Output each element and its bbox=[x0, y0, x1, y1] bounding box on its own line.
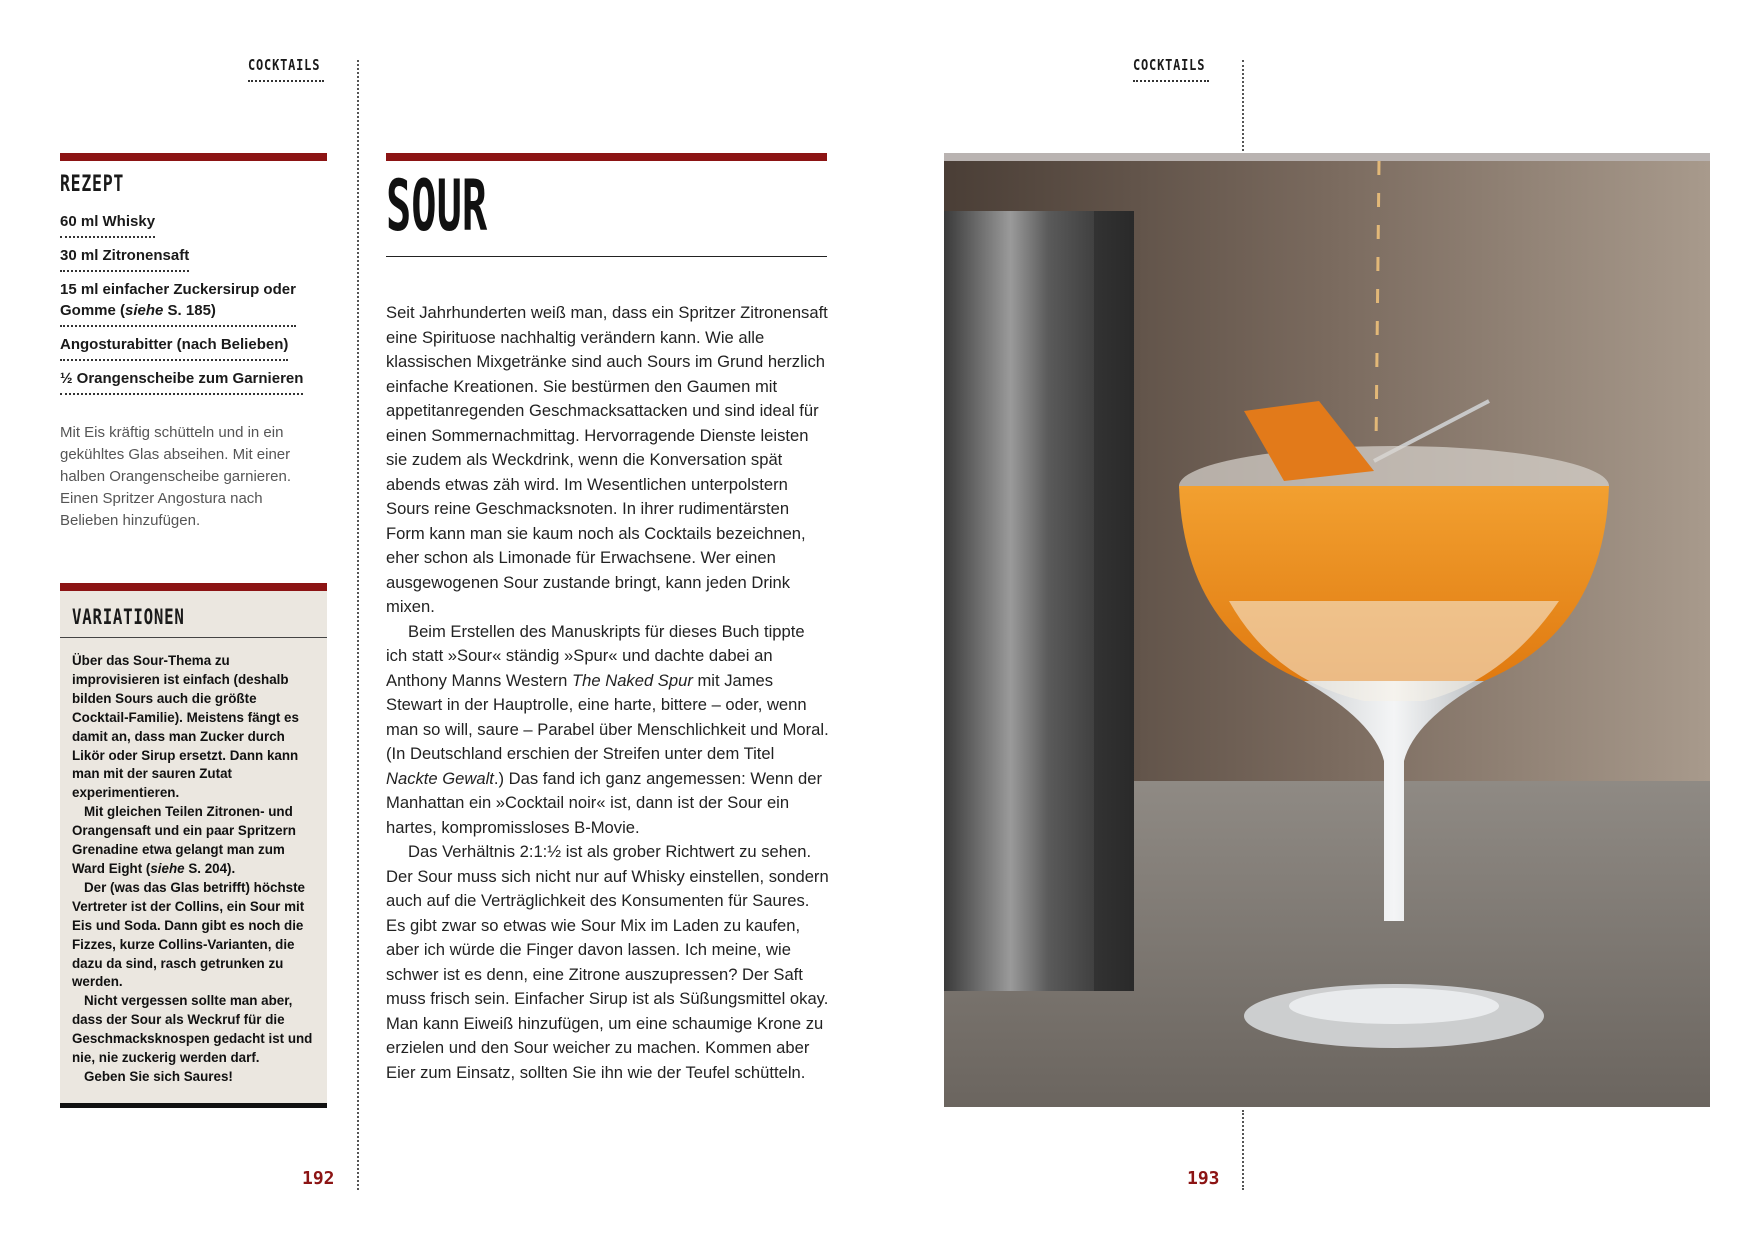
sour-cocktail-illustration bbox=[944, 161, 1710, 1107]
body-paragraph: Seit Jahrhunderten weiß man, dass ein Spritzer Zitronensaft eine Spirituose nachhaltig verändern kann. Wie alle klassischen Mixgetränke sind auch Sours im Grund herzlich einfache Kreationen. Sie bestürmen den Gaumen mit appetitanregenden Geschmacksattacken und sind ideal für einen Sommernachmittag. Hervorragende Dienste leisten sie zudem als Weckdrink, wenn die Konversation spät abends etwas zäh wird. Im Wesentlichen unterpolstern Sours reine Geschmacksnoten. In ihrer rudimentärsten Form kann man sie kaum noch als Cocktails bezeichnen, eher schon als Limonade für Erwachsene. Wer einen ausgewogenen Sour zustande bringt, kann jeden Drink mixen. bbox=[386, 303, 828, 616]
ingredient-list bbox=[60, 211, 330, 402]
ingredient-item: Angosturabitter (nach Belieben) bbox=[60, 334, 288, 361]
column-separator-right-bottom bbox=[1242, 1110, 1244, 1190]
ingredient-item: 60 ml Whisky bbox=[60, 211, 155, 238]
ingredient-item: 30 ml Zitronensaft bbox=[60, 245, 189, 272]
recipe-top-bar bbox=[60, 153, 327, 161]
variations-paragraph: Über das Sour-Thema zu improvisieren ist einfach (deshalb bilden Sours auch die größte Cocktail-Familie). Meistens fängt es damit an, dass man Zucker durch Likör oder Sirup ersetzt. Dann kann man mit der sauren Zutat experimentieren. bbox=[72, 653, 299, 801]
variations-top-bar bbox=[60, 583, 327, 591]
variations-heading: VARIATIONEN bbox=[72, 605, 185, 629]
variations-paragraph: Mit gleichen Teilen Zitronen- und Orangensaft und ein paar Spritzern Grenadine etwa gelangt man zum Ward Eight (siehe S. 204). bbox=[72, 804, 296, 876]
body-paragraph: Beim Erstellen des Manuskripts für dieses Buch tippte ich statt »Sour« ständig »Spur« und dachte dabei an Anthony Manns Western The Naked Spur mit James Stewart in der Hauptrolle, eine harte, bittere – oder, wenn man so will, saure – Parabel über Menschlichkeit und Moral. (In Deutschland erschien der Streifen unter dem Titel Nackte Gewalt.) Das fand ich ganz angemessen: Wenn der Manhattan ein »Cocktail noir« ist, dann ist der Sour ein hartes, kompromissloses B-Movie. bbox=[386, 621, 829, 837]
variations-paragraph: Der (was das Glas betrifft) höchste Vertreter ist der Collins, ein Sour mit Eis und Soda. Dann gibt es noch die Fizzes, kurze Collins-Varianten, die dazu da sind, rasch getrunken zu werden. bbox=[72, 879, 305, 990]
recipe-instructions: Mit Eis kräftig schütteln und in ein gekühltes Glas abseihen. Mit einer halben Orangenscheibe garnieren. Einen Spritzer Angostura nach Belieben hinzufügen. bbox=[60, 424, 291, 529]
ingredient-gomme-line: Gomme (siehe S. 185) bbox=[60, 302, 216, 319]
title-top-bar bbox=[386, 153, 827, 161]
column-separator-right-top bbox=[1242, 60, 1244, 155]
ingredient-item: ½ Orangenscheibe zum Garnieren bbox=[60, 368, 303, 395]
variations-paragraph: Nicht vergessen sollte man aber, dass der Sour als Weckruf für die Geschmacksknospen gedacht ist und nie, nie zuckerig werden darf. bbox=[72, 993, 313, 1066]
cocktail-photo bbox=[944, 153, 1710, 1107]
running-head-right: COCKTAILS bbox=[1133, 56, 1213, 82]
title-block bbox=[386, 165, 827, 257]
recipe-heading: REZEPT bbox=[60, 172, 125, 197]
variations-text bbox=[60, 638, 327, 1087]
page-number-right: 193 bbox=[1187, 1168, 1220, 1189]
variations-bottom-bar bbox=[60, 1103, 327, 1108]
variations-box bbox=[60, 583, 327, 1108]
variations-paragraph: Geben Sie sich Saures! bbox=[84, 1068, 233, 1084]
running-head-left: COCKTAILS bbox=[248, 56, 328, 82]
recipe-section bbox=[60, 172, 330, 532]
column-separator-left bbox=[357, 60, 359, 1190]
ingredient-item-multiline: 15 ml einfacher Zuckersirup oder Gomme (siehe S. 185) bbox=[60, 279, 296, 327]
article-body bbox=[386, 301, 830, 1085]
page-number-left: 192 bbox=[302, 1168, 335, 1189]
body-paragraph: Das Verhältnis 2:1:½ ist als grober Richtwert zu sehen. Der Sour muss sich nicht nur auf Whisky einstellen, sondern auch auf die Verträglichkeit des Konsumenten für Saures. Es gibt zwar so etwas wie Sour Mix im Laden zu kaufen, aber ich würde die Finger davon lassen. Ich meine, wie schwer ist es denn, eine Zitrone auszupressen? Der Saft muss frisch sein. Einfacher Sirup ist als Süßungsmittel okay. Man kann Eiweiß hinzufügen, um eine schaumige Krone zu erzielen und den Sour weicher zu machen. Kommen aber Eier zum Einsatz, sollten Sie ihn wie der Teufel schütteln. bbox=[386, 842, 829, 1082]
page-title: SOUR bbox=[386, 165, 488, 247]
